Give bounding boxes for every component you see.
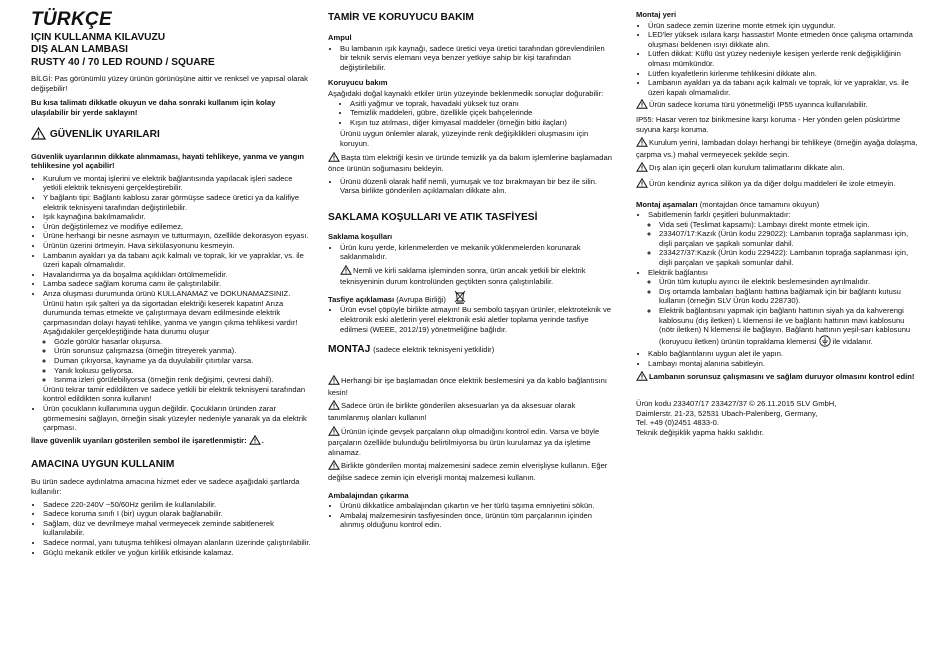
symbol-note-end: .: [261, 435, 264, 445]
steps-heading: [636, 200, 921, 210]
list-item: ◦ Ürün sorunsuz çalışmazsa (örneğin titreyerek yanma).: [54, 346, 312, 356]
footer-line: Daimlerstr. 21-23, 52531 Ubach-Palenberg, Germany,: [636, 408, 818, 418]
warning-icon: [249, 435, 261, 448]
list-item: ◦ Ürün tüm kutuplu ayırıcı ile elektrik beslemesinden ayrılmalıdır.: [659, 277, 921, 287]
mount-warning: [328, 426, 612, 458]
mount-warning: [328, 375, 612, 397]
location-warning: [636, 162, 921, 175]
symbol-note: [31, 435, 312, 448]
list-item: • Kışın tuz atılması, diğer kimyasal maddeler (örneğin bitki ilaçları): [350, 118, 612, 128]
conn-text: Elektrik bağlantısını yapmak için bağlantı hattının siyah ya da kahverengi kablosunu (dış iletken) L klemensi ile ve bağlantı hattının mavi kablosunu (nötr iletken) N klemensi ile bağlayın. Bağlantı hattının yeşil-sarı kablosunu (koruyucu iletken) ürünün topraklama klemensi: [659, 306, 911, 346]
list-item: • Sadece normal, yanı tutuşma tehlikesi olmayan alanların üzerinde çalıştırılabilir.: [43, 538, 312, 548]
final-warning: [636, 371, 921, 384]
clean-warning: [328, 152, 612, 174]
list-item: • Kurulum ve montaj işlerini ve elektrik bağlantısında yapılacak işleri sadece yetkili elektrik teknisyeni gerçekleştirebilir.: [43, 174, 312, 193]
mount-warning: [328, 460, 612, 482]
list-item: ◦ 233427/37:Kazık (Ürün kodu 229422): Lambanın toprağa saplanması için, dişli parçaları ve şapkalı somunlar dahil.: [659, 248, 921, 267]
list-item: ◦ 233407/17:Kazık (Ürün kodu 229022): Lambanın toprağa saplanması için, dişli parçaları ve şapkalı somunlar dahil.: [659, 229, 921, 248]
list-item: • Lütfen kıyafetlerin kirlenme tehlikesini dikkate alın.: [648, 69, 921, 79]
care-heading: Koruyucu bakım: [328, 78, 388, 88]
ip-note: IP55: Hasar veren toz birikmesine karşı koruma - Her yönden gelen püskürtme suyuna karşı koruma.: [636, 114, 901, 134]
final-warning-text: Lambanın sorunsuz çalışmasını ve sağlam duruyor olmasını kontrol edin!: [649, 371, 915, 381]
list-item: • Sadece 220-240V ~50/60Hz gerilim ile kullanılabilir.: [43, 500, 312, 510]
storage-warning: [328, 265, 612, 287]
mount-heading: [328, 344, 612, 356]
list-item: • Güçlü mekanik etkiler ve yoğun kirlilik etkisinde kalamaz.: [43, 548, 312, 558]
intended-list: [31, 500, 312, 558]
list-item: • Ürünün üzerini örtmeyin. Hava sirkülasyonunu kesmeyin.: [43, 241, 312, 251]
list-item: ◦ Vida seti (Teslimat kapsamı): Lambayı direkt monte etmek için.: [659, 220, 921, 230]
footer: [636, 399, 921, 437]
safety-list: [31, 174, 312, 433]
list-item: • Ürüne herhangi bir nesne asmayın ve tutturmayın, özellikle dekorasyon eşyası.: [43, 231, 312, 241]
warning-icon: [636, 137, 648, 150]
list-item: • Havalandırma ya da boşalma açıklıkları örtülmemelidir.: [43, 270, 312, 280]
list-item: [648, 210, 921, 268]
location-warning-text: Ürün kendiniz ayrıca silikon ya da diğer dolgu maddeleri ile izole etmeyin.: [649, 178, 896, 188]
mount-heading-sub: (sadece elektrik teknisyeni yetkilidir): [373, 345, 495, 355]
intended-intro: Bu ürün sadece aydınlatma amacına hizmet eder ve sadece aşağıdaki şartlarda kullanılır:: [31, 477, 300, 496]
info-note: BİLGİ: Pas görünümlü yüzey ürünün görünüşüne aittir ve renksel ve yapısal olarak değişebilir!: [31, 74, 308, 93]
list-item: ◦ Isınma izleri görülebiliyorsa (örneğin renk değişimi, çevresi dahil).: [54, 375, 312, 385]
location-heading: Montaj yeri: [636, 10, 677, 19]
lamp-list: [328, 44, 612, 73]
language-title: TÜRKÇE: [31, 9, 112, 30]
warning-icon: [328, 460, 340, 473]
fault-list: [43, 337, 312, 385]
warning-icon: [340, 265, 352, 278]
fault-text: Arıza oluşması durumunda ürünü KULLANAMAZ ve DOKUNAMAZSINIZ. Ürünü hatırı ışık şalteri ya da sigortadan elektriği keserek kapatın! Arıza durumunda temas etmekte ve çalıştırmaya devam edilmesinde elektrik çarpmasından dolayı hayati tehlike, yanma ve yangın çıkma tehlikesi vardır!: [43, 288, 298, 327]
care-intro: Aşağıdaki doğal kaynaklı etkiler ürün yüzeyinde beklenmedik sonuçlar doğurabilir:: [328, 88, 604, 98]
list-item: • Y bağlantı tipi: Bağlantı kablosu zarar görmüşse sadece üretici ya da kalifiye elektrik teknisyeni tarafından değiştirilebilir.: [43, 193, 312, 212]
care-outro: Ürünü uygun önlemler alarak, yüzeyinde renk değişiklikleri oluşmasını için koruyun.: [340, 129, 589, 148]
location-warning: [636, 137, 921, 159]
list-item: • Lambanın ayakları ya da tabanı açık kalmalı ve toprak, kir ve yapraklar, vs. ile üzeri kapalı olmamalıdır.: [648, 78, 921, 97]
list-item: • Ürün kuru yerde, kirlenmelerden ve mekanik yüklenmelerden korunarak saklanmalıdır.: [340, 243, 612, 262]
list-item: • Lambayı montaj alanına sabitleyin.: [648, 359, 921, 369]
list-item: • Işık kaynağına bakılmamalıdır.: [43, 212, 312, 222]
list-item: • Lambanın ayakları ya da tabanı açık kalmalı ve toprak, kir ve yapraklar, vs. ile üzeri kapalı olmamalıdır.: [43, 251, 312, 270]
list-item: • Ürünü dikkatlice ambalajından çıkartın ve her türlü taşıma emniyetini sökün.: [340, 501, 612, 511]
location-list: [636, 21, 921, 98]
list-item: • Temizlik maddeleri, gübre, özellikle çiçek bahçelerinde: [350, 108, 612, 118]
care-list: [328, 99, 612, 128]
list-item: • Sadece koruma sınıfı I (bir) uygun olarak bağlanabilir.: [43, 509, 312, 519]
storage-list: [328, 243, 612, 262]
disposal-list: [328, 305, 612, 334]
column-right: [636, 10, 921, 438]
footer-line: Ürün kodu 233407/17 233427/37 © 26.11.2015 SLV GmbH,: [636, 399, 837, 409]
warning-icon: [636, 99, 648, 112]
fault-outro: Ürünü tekrar tamir edildikten ve sadece yetkili bir elektrik teknisyeni tarafından kontrol edildikten sonra kullanın!: [43, 384, 306, 404]
mount-warning-text: Ürünün içinde gevşek parçaların olup olmadığını kontrol edin. Varsa ve böyle parçaların özellikle bulunduğu belirtilmiyorsa bu ürün kurulamaz ya da işletime alınamaz.: [328, 426, 600, 457]
warning-icon: [328, 152, 340, 165]
location-warning-text: Kurulum yerini, lambadan dolayı herhangi bir tehlikeye (örneğin ayağa dolaşma, çarpma vs.) mahal vermeyecek şekilde seçin.: [636, 138, 918, 159]
location-warning-text: Dış alan için geçerli olan kurulum talimatlarını dikkate alın.: [649, 163, 845, 173]
mount-heading-text: MONTAJ: [328, 344, 371, 356]
list-item: • Asitli yağmur ve toprak, havadaki yüksek tuz oranı: [350, 99, 612, 109]
clean-list: [328, 177, 612, 196]
steps-list: [636, 210, 921, 369]
list-item: [659, 306, 921, 349]
doc-title-2: DIŞ ALAN LAMBASI: [31, 44, 128, 56]
disposal-heading-text: Tasfiye açıklaması: [328, 294, 395, 304]
list-item: • LED'ler yüksek ısılara karşı hassastır! Monte etmeden önce çalışma ortamında oluşması beklenen ısıyı dikkate alın.: [648, 30, 921, 49]
list-item: • Bu lambanın ışık kaynağı, sadece üretici veya üretici tarafından görevlendirilen bir teknik servis elemanı veya benzer yetkiye sahip bir kişi tarafından değiştirilebilir.: [340, 44, 612, 73]
steps-heading-sub: (montajdan önce tamamını okuyun): [699, 199, 820, 209]
doc-title-3: RUSTY 40 / 70 LED ROUND / SQUARE: [31, 56, 215, 68]
clean-warning-text: Başta tüm elektriği kesin ve üründe temizlik ya da bakım işlemlerine başlamadan önce ürünün soğumasını bekleyin.: [328, 152, 612, 174]
doc-title-1: IÇIN KULLANMA KILAVUZU: [31, 32, 166, 43]
column-middle: [328, 10, 612, 532]
mount-warning-text: Herhangi bir işe başlamadan önce elektrik beslemesini ya da kablo bağlantısını kesin!: [328, 376, 607, 397]
list-item: [648, 268, 921, 350]
list-item: • Ambalaj malzemesinin tasfiyesinden önce, ürünün tüm parçalarının içinden alınmış olduğunu kontrol edin.: [340, 511, 612, 530]
ground-icon: [819, 335, 831, 350]
list-item: • Sağlam, düz ve devrilmeye mahal vermeyecek zeminde sabitlenerek kullanılabilir.: [43, 519, 312, 538]
conn-tail: ile vidalanır.: [832, 336, 873, 346]
warning-icon: [328, 426, 340, 439]
lamp-heading: Ampul: [328, 33, 352, 42]
list-item: • Ürün çocukların kullanımına uygun değildir. Çocukların üründen zarar görmemesini sağlayın, örneğin sisak yüzeyler nedeniyle yanarak ya da elektrik çarpması.: [43, 404, 312, 433]
step-fix-text: Sabitlemenin farklı çeşitleri bulunmaktadır:: [648, 210, 791, 220]
warning-icon: [31, 127, 46, 144]
fault-intro: Aşağıdakiler gerçekleştiğinde hata durumu oluşur: [43, 327, 210, 337]
disposal-block: [328, 295, 612, 334]
disposal-heading: [328, 295, 612, 305]
warning-icon: [636, 371, 648, 384]
list-item: ◦ Gözle görülür hasarlar oluşursa.: [54, 337, 312, 347]
fix-list: [648, 220, 921, 268]
storage-heading: SAKLAMA KOŞULLARI VE ATIK TASFİYESİ: [328, 211, 538, 223]
warning-icon: [328, 375, 340, 388]
list-item: • Lamba sadece sağlam koruma camı ile çalıştırılabilir.: [43, 279, 312, 289]
intended-heading: AMACINA UYGUN KULLANIM: [31, 459, 175, 471]
list-item: • Kablo bağlantılarını uygun alet ile yapın.: [648, 349, 921, 359]
footer-line: Teknik değişiklik yapma hakkı saklıdır.: [636, 427, 764, 437]
safety-heading: [31, 127, 312, 144]
repair-heading: TAMİR VE KORUYUCU BAKIM: [328, 12, 474, 23]
list-item: [43, 289, 312, 404]
steps-heading-text: Montaj aşamaları: [636, 199, 698, 209]
safety-intro: Güvenlik uyarılarının dikkate alınmaması, hayati tehlikeye, yanma ve yangın tehlikesine yol açabilir!: [31, 151, 305, 171]
storage-warning-text: Nemli ve kirli saklama işleminden sonra, ürün ancak yetkili bir elektrik teknisyeninin durum kontrolünden geçtikten sonra çalıştırılabilir.: [340, 265, 586, 287]
warning-icon: [636, 178, 648, 191]
list-item: ◦ Yanık kokusu geliyorsa.: [54, 366, 312, 376]
disposal-heading-sub: (Avrupa Birliği): [396, 294, 446, 304]
ip-warning-text: Ürün sadece koruma türü yönetmeliği IP55 uyarınca kullanılabilir.: [649, 100, 868, 110]
unpack-heading: Ambalajından çıkarma: [328, 490, 409, 500]
step-conn-text: Elektrik bağlantısı: [648, 267, 708, 277]
list-item: ◦ Dış ortamda lambaları bağlantı hattına bağlamak için bir bağlantı kutusu kullanın (örneğin SLV Ürün kodu 228730).: [659, 287, 921, 306]
list-item: ◦ Duman çıkıyorsa, kayname ya da duyulabilir çıtırtılar varsa.: [54, 356, 312, 366]
location-warning: [636, 178, 921, 191]
mount-warning-text: Birlikte gönderilen montaj malzemesini sadece zemin elverişliyse kullanın. Eğer değilse sadece zemin için elverişli montaj malzemesi kullanın.: [328, 461, 608, 482]
symbol-note-text: İlave güvenlik uyarıları gösterilen sembol ile işaretlenmiştir:: [31, 435, 247, 445]
list-item: • Ürün değiştirilemez ve modifiye edilemez.: [43, 222, 312, 232]
unpack-list: [328, 501, 612, 530]
list-item: • Lütfen dikkat: Küflü üst yüzey nedeniyle kesişen yerlerde renk değişikliğinin olması mümkündür.: [648, 49, 921, 68]
conn-list: [648, 277, 921, 349]
footer-line: Tel. +49 (0)2451 4833-0.: [636, 418, 719, 428]
list-item: • Ürün evsel çöpüyle birlikte atmayın! Bu sembolü taşıyan ürünler, elektroteknik ve elektronik eski aletlerin yerel elektronik eski aletler toplama yerinde tasfiye edilmesi (WEEE, 2012/19) yönetmeliğine bağlıdır.: [340, 305, 612, 334]
warning-icon: [328, 400, 340, 413]
list-item: • Ürün sadece zemin üzerine monte etmek için uygundur.: [648, 21, 921, 31]
safety-heading-text: GÜVENLİK UYARILARI: [49, 128, 160, 140]
mount-warning-text: Sadece ürün ile birlikte gönderilen aksesuarları ya da aksesuar olarak tanımlanmış olanları kullanın!: [328, 401, 576, 423]
storage-sub: Saklama koşulları: [328, 231, 393, 241]
warning-icon: [636, 162, 648, 175]
read-note: Bu kısa talimatı dikkatle okuyun ve daha sonraki kullanım için kolay ulaşılabilir bir yerde saklayın!: [31, 98, 276, 117]
waste-bin-icon: [454, 290, 466, 307]
column-left: [31, 10, 312, 559]
mount-warning: [328, 400, 612, 422]
list-item: • Ürünü düzenli olarak hafif nemli, yumuşak ve toz bırakmayan bir bez ile silin. Varsa birlikte gönderilen açıklamaları dikkate alın.: [340, 177, 612, 196]
ip-warning: [636, 99, 921, 112]
